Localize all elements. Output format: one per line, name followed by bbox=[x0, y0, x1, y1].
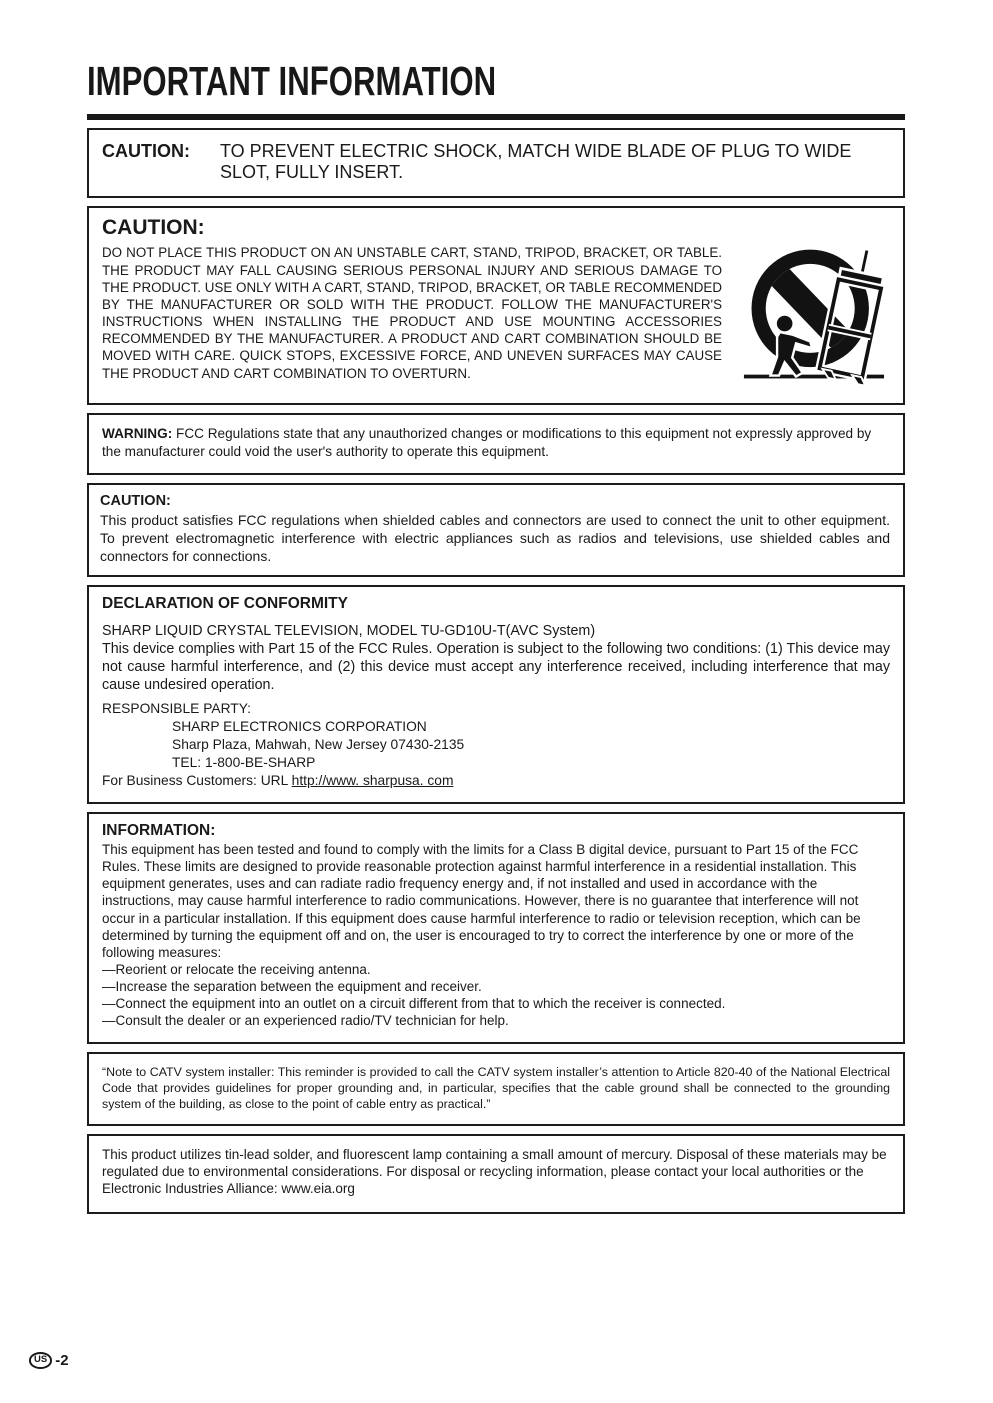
page-number: -2 bbox=[55, 1352, 69, 1369]
responsible-party-label: RESPONSIBLE PARTY: bbox=[102, 701, 252, 717]
caution-heading: CAUTION: bbox=[102, 216, 205, 240]
fcc-warning-text: FCC Regulations state that any unauthorized changes or modifications to this equipment not expressly approved by the manufacturer could void the user's authority to operate this equipment. bbox=[102, 426, 872, 460]
measure-item: —Reorient or relocate the receiving antenna. bbox=[102, 961, 371, 977]
mercury-note-text: This product utilizes tin-lead solder, and fluorescent lamp containing a small amount of mercury. Disposal of these materials may be regulated due to environmental considerations. For disposal or recycling information, please contact your local authorities or the Electronic Industries Alliance: www.eia.org bbox=[102, 1146, 887, 1197]
caution-label: CAUTION: bbox=[102, 141, 190, 161]
company-tel: TEL: 1-800-BE-SHARP bbox=[172, 755, 316, 771]
company-name: SHARP ELECTRONICS CORPORATION bbox=[172, 719, 427, 735]
plug-caution-text: TO PREVENT ELECTRIC SHOCK, MATCH WIDE BLADE OF PLUG TO WIDE SLOT, FULLY INSERT. bbox=[220, 141, 852, 183]
declaration-box bbox=[87, 585, 905, 804]
page-footer bbox=[29, 1352, 69, 1369]
declaration-heading: DECLARATION OF CONFORMITY bbox=[102, 595, 348, 613]
information-heading: INFORMATION: bbox=[102, 821, 216, 839]
business-url-link[interactable]: http://www. sharpusa. com bbox=[291, 773, 454, 789]
cart-caution-text: DO NOT PLACE THIS PRODUCT ON AN UNSTABLE CART, STAND, TRIPOD, BRACKET, OR TABLE. THE PRODUCT MAY FALL CAUSING SERIOUS PERSONAL INJURY AND SERIOUS DAMAGE TO THE PRODUCT. USE ONLY WITH A CART, STAND, TRIPOD, BRACKET, OR TABLE RECOMMENDED BY THE MANUFACTURER OR SOLD WITH THE PRODUCT. FOLLOW THE MANUFACTURER'S INSTRUCTIONS WHEN INSTALLING THE PRODUCT AND USE MOUNTING ACCESSORIES RECOMMENDED BY THE MANUFACTURER. A PRODUCT AND CART COMBINATION SHOULD BE MOVED WITH CARE. QUICK STOPS, EXCESSIVE FORCE, AND UNEVEN SURFACES MAY CAUSE THE PRODUCT AND CART COMBINATION TO OVERTURN. bbox=[102, 245, 722, 381]
page-content bbox=[87, 58, 905, 1214]
no-cart-warning-icon bbox=[738, 244, 890, 391]
model-line: SHARP LIQUID CRYSTAL TELEVISION, MODEL TU-GD10U-T(AVC System) bbox=[102, 623, 596, 640]
information-text: This equipment has been tested and found to comply with the limits for a Class B digital device, pursuant to Part 15 of the FCC Rules. These limits are designed to provide reasonable protection against harmful interference in a residential installation. This equipment generates, uses and can radiate radio frequency energy and, if not installed and used in accordance with the instructions, may cause harmful interference to radio communications. However, there is no guarantee that interference will not occur in a particular installation. If this equipment does cause harmful interference to radio or television reception, which can be determined by turning the equipment off and on, the user is encouraged to try to correct the interference by one or more of the following measures: bbox=[102, 841, 861, 960]
measure-item: —Increase the separation between the equipment and receiver. bbox=[102, 979, 482, 995]
shielded-caution-box bbox=[87, 483, 905, 578]
cart-caution-box bbox=[87, 206, 905, 405]
company-address: Sharp Plaza, Mahwah, New Jersey 07430-2135 bbox=[172, 737, 465, 753]
shielded-caution-text: This product satisfies FCC regulations when shielded cables and connectors are used to connect the unit to other equipment. To prevent electromagnetic interference with electric appliances such as radios and televisions, use shielded cables and connectors for connections. bbox=[100, 511, 890, 565]
page-title: IMPORTANT INFORMATION bbox=[87, 58, 497, 104]
measure-item: —Connect the equipment into an outlet on a circuit different from that to which the receiver is connected. bbox=[102, 996, 726, 1012]
measure-item: —Consult the dealer or an experienced radio/TV technician for help. bbox=[102, 1013, 509, 1029]
catv-note-box bbox=[87, 1052, 905, 1126]
plug-caution-box bbox=[87, 128, 905, 198]
title-rule bbox=[87, 114, 905, 120]
region-badge: US bbox=[29, 1352, 52, 1368]
caution-heading: CAUTION: bbox=[100, 492, 171, 509]
mercury-note-box bbox=[87, 1134, 905, 1214]
catv-note-text: “Note to CATV system installer: This reminder is provided to call the CATV system installer’s attention to Article 820-40 of the National Electrical Code that provides guidelines for proper grounding and, in particular, specifies that the cable ground shall be connected to the grounding system of the building, as close to the point of cable entry as practical.” bbox=[102, 1064, 890, 1111]
warning-label: WARNING: bbox=[102, 426, 173, 442]
compliance-line: This device complies with Part 15 of the FCC Rules. Operation is subject to the following two conditions: (1) This device may not cause harmful interference, and (2) this device must accept any interference received, including interference that may cause undesired operation. bbox=[102, 641, 890, 694]
information-box bbox=[87, 812, 905, 1044]
business-url-prefix: For Business Customers: URL bbox=[102, 773, 292, 789]
fcc-warning-box bbox=[87, 413, 905, 474]
